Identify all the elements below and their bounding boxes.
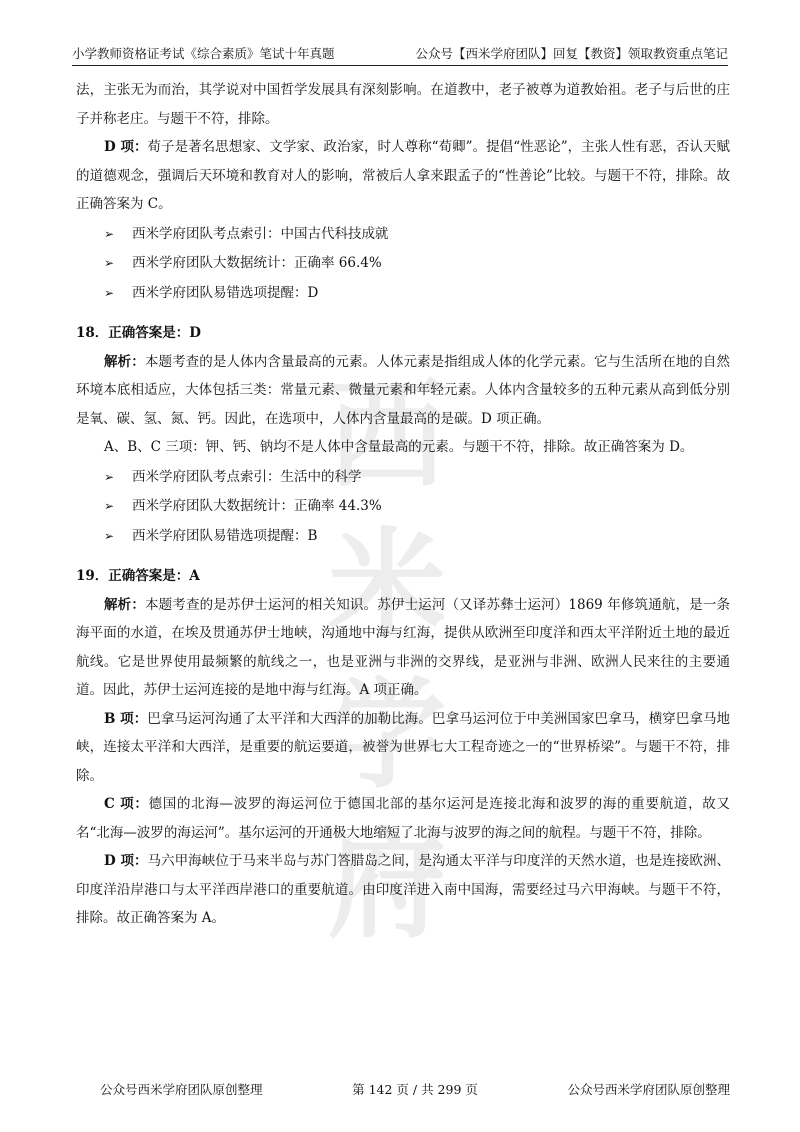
question-19-analysis: 解析：本题考查的是苏伊士运河的相关知识。苏伊士运河（又译苏彝士运河）1869 年修筑通航，是一条海平面的水道，在埃及贯通苏伊士地峡，沟通地中海与红海，提供从欧洲至印度洋和西太平洋附近土地的最近航线。它是世界使用最频繁的航线之一，也是亚洲与非洲的交界线，是亚洲与非洲、欧洲人民来往的主要通道。因此，苏伊士运河连接的是地中海与红海。A 项正确。 — [76, 596, 730, 698]
question-18-options-abc: A、B、C 三项：钾、钙、钠均不是人体中含量最高的元素。与题干不符，排除。故正确答案为 D。 — [104, 439, 694, 455]
arrow-bullet-icon: ➢ — [104, 528, 115, 543]
question-18-title: 18．正确答案是：D — [76, 325, 201, 341]
arrow-bullet-icon: ➢ — [104, 226, 115, 241]
page-footer — [100, 1080, 730, 1098]
watermark-line1: 西米 — [327, 366, 452, 654]
header-right: 公众号【西米学府团队】回复【教资】领取教资重点笔记 — [415, 46, 728, 61]
option-text: 荀子是著名思想家、文学家、政治家，时人尊称“荀卿”。提倡“性恶论”，主张人性有恶，否认天赋的道德观念，强调后天环境和教育对人的影响，常被后人拿来跟孟子的“性善论”比较。与题干不符，排除。故正确答案为 C。 — [76, 139, 730, 212]
list-item: ➢ 西米学府团队考点索引：中国古代科技成就 — [76, 220, 730, 249]
list-item: ➢ 西米学府团队大数据统计：正确率 66.4% — [76, 249, 730, 278]
page-header — [72, 40, 728, 66]
list-item: ➢ 西米学府团队易错选项提醒：B — [76, 522, 730, 551]
question-19-option-b: B 项：巴拿马运河沟通了太平洋和大西洋的加勒比海。巴拿马运河位于中美洲国家巴拿马，横穿巴拿马地峡，连接太平洋和大西洋，是重要的航运要道，被誉为世界七大工程奇迹之一的“世界桥梁”。与题干不符，排除。 — [76, 710, 730, 784]
question-19-option-d: D 项：马六甲海峡位于马来半岛与苏门答腊岛之间，是沟通太平洋与印度洋的天然水道，也是连接欧洲、印度洋沿岸港口与太平洋西岸港口的重要航道。由印度洋进入南中国海，需要经过马六甲海峡。与题干不符，排除。故正确答案为 A。 — [76, 853, 730, 926]
arrow-bullet-icon: ➢ — [104, 499, 115, 513]
footer-left: 公众号西米学府团队原创整理 — [100, 1082, 263, 1097]
arrow-bullet-icon: ➢ — [104, 256, 115, 270]
header-left: 小学教师资格证考试《综合素质》笔试十年真题 — [72, 46, 335, 61]
page-number: 第 142 页 / 共 299 页 — [352, 1082, 478, 1097]
paragraph-prev-option-d — [76, 133, 730, 219]
watermark-line2: 学府 — [327, 666, 452, 954]
option-label: D 项： — [104, 139, 148, 155]
list-item: ➢ 西米学府团队大数据统计：正确率 44.3% — [76, 492, 730, 521]
page-content — [76, 76, 730, 933]
footer-right: 公众号西米学府团队原创整理 — [567, 1082, 730, 1097]
arrow-bullet-icon: ➢ — [104, 469, 115, 484]
question-19-title: 19．正确答案是：A — [76, 568, 200, 584]
question-18-analysis: 解析：本题考查的是人体内含量最高的元素。人体元素是指组成人体的化学元素。它与生活所在地的自然环境本底相适应，大体包括三类：常量元素、微量元素和年轻元素。人体内含量较多的五种元素从高到低分别是氧、碳、氢、氮、钙。因此，在选项中，人体内含量最高的是碳。D 项正确。 — [76, 353, 731, 427]
question-19-option-c: C 项：德国的北海—波罗的海运河位于德国北部的基尔运河是连接北海和波罗的海的重要航道，故又名“北海—波罗的海运河”。基尔运河的开通极大地缩短了北海与波罗的海之间的航程。与题干不符，排除。 — [76, 796, 730, 841]
paragraph-prev-continuation: 法，主张无为而治，其学说对中国哲学发展具有深刻影响。在道教中，老子被尊为道教始祖。老子与后世的庄子并称老庄。与题干不符，排除。 — [76, 82, 730, 127]
list-item: ➢ 西米学府团队易错选项提醒：D — [76, 279, 730, 308]
arrow-bullet-icon: ➢ — [104, 285, 115, 300]
list-item: ➢ 西米学府团队考点索引：生活中的科学 — [76, 463, 730, 492]
